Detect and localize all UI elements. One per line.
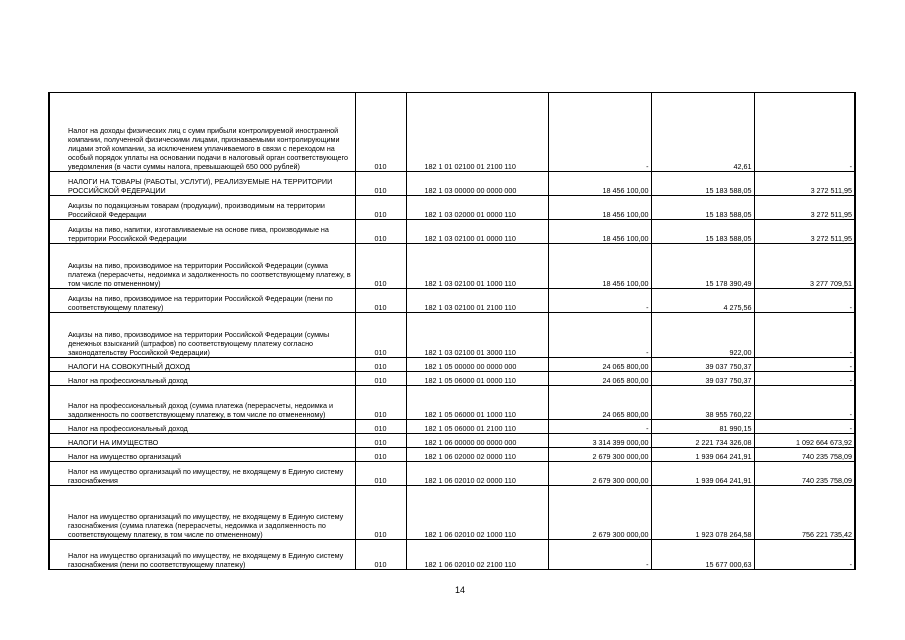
table-row <box>49 540 855 570</box>
row-code: 010 <box>355 462 406 486</box>
row-kbk: 182 1 05 06000 01 2100 110 <box>406 420 548 434</box>
row-name: Налог на имущество организаций по имуществу, не входящему в Единую систему газоснабжения (сумма платежа (перерасчеты, недоимка и задолженность по соответствующему платежу, в том числе по отмененному) <box>49 486 355 540</box>
row-name: Налог на имущество организаций <box>49 448 355 462</box>
row-exec: 15 178 390,49 <box>651 244 754 289</box>
row-code: 010 <box>355 358 406 372</box>
row-plan: 18 456 100,00 <box>548 244 651 289</box>
row-name: Налог на имущество организаций по имуществу, не входящему в Единую систему газоснабжения (пени по соответствующему платежу) <box>49 540 355 570</box>
row-code: 010 <box>355 386 406 420</box>
row-name: НАЛОГИ НА ТОВАРЫ (РАБОТЫ, УСЛУГИ), РЕАЛИЗУЕМЫЕ НА ТЕРРИТОРИИ РОССИЙСКОЙ ФЕДЕРАЦИИ <box>49 172 355 196</box>
row-plan: 24 065 800,00 <box>548 386 651 420</box>
table-row <box>49 420 855 434</box>
row-kbk: 182 1 06 02010 02 0000 110 <box>406 462 548 486</box>
row-rest: - <box>754 93 855 172</box>
row-plan: - <box>548 420 651 434</box>
row-rest: - <box>754 420 855 434</box>
row-kbk: 182 1 03 00000 00 0000 000 <box>406 172 548 196</box>
row-code: 010 <box>355 289 406 313</box>
row-code: 010 <box>355 486 406 540</box>
row-rest: - <box>754 372 855 386</box>
row-plan: 2 679 300 000,00 <box>548 448 651 462</box>
row-plan: 18 456 100,00 <box>548 172 651 196</box>
row-kbk: 182 1 06 00000 00 0000 000 <box>406 434 548 448</box>
row-exec: 1 923 078 264,58 <box>651 486 754 540</box>
row-name: Акцизы на пиво, напитки, изготавливаемые на основе пива, производимые на территории Российской Федерации <box>49 220 355 244</box>
row-code: 010 <box>355 196 406 220</box>
table-row <box>49 289 855 313</box>
row-rest: 3 272 511,95 <box>754 196 855 220</box>
row-name: Акцизы на пиво, производимое на территории Российской Федерации (суммы денежных взысканий (штрафов) по соответствующему платежу согласно законодательству Российской Федерации) <box>49 313 355 358</box>
row-rest: 740 235 758,09 <box>754 448 855 462</box>
row-plan: 18 456 100,00 <box>548 196 651 220</box>
row-kbk: 182 1 06 02000 02 0000 110 <box>406 448 548 462</box>
row-exec: 1 939 064 241,91 <box>651 462 754 486</box>
row-name: Налог на профессиональный доход <box>49 372 355 386</box>
row-plan: 24 065 800,00 <box>548 372 651 386</box>
row-exec: 15 677 000,63 <box>651 540 754 570</box>
row-name: Налог на доходы физических лиц с сумм прибыли контролируемой иностранной компании, полученной физическими лицами, признаваемыми контролирующими лицами этой компании, за исключением уплачиваемого в связи с переходом на особый порядок уплаты на основании подачи в налоговый орган соответствующего уведомления (в части суммы налога, превышающей 650 000 рублей) <box>49 93 355 172</box>
row-rest: 3 277 709,51 <box>754 244 855 289</box>
table-row <box>49 486 855 540</box>
row-plan: - <box>548 93 651 172</box>
row-plan: - <box>548 540 651 570</box>
table-row <box>49 372 855 386</box>
row-exec: 2 221 734 326,08 <box>651 434 754 448</box>
row-code: 010 <box>355 420 406 434</box>
row-name: Акцизы на пиво, производимое на территории Российской Федерации (пени по соответствующему платежу) <box>49 289 355 313</box>
row-exec: 81 990,15 <box>651 420 754 434</box>
row-name: Акцизы на пиво, производимое на территории Российской Федерации (сумма платежа (перерасчеты, недоимка и задолженность по соответствующему платежу, в том числе по отмененному) <box>49 244 355 289</box>
row-code: 010 <box>355 448 406 462</box>
table-row <box>49 172 855 196</box>
row-rest: 740 235 758,09 <box>754 462 855 486</box>
row-exec: 38 955 760,22 <box>651 386 754 420</box>
row-kbk: 182 1 01 02100 01 2100 110 <box>406 93 548 172</box>
row-plan: 2 679 300 000,00 <box>548 462 651 486</box>
row-exec: 42,61 <box>651 93 754 172</box>
row-kbk: 182 1 03 02100 01 2100 110 <box>406 289 548 313</box>
row-exec: 1 939 064 241,91 <box>651 448 754 462</box>
row-kbk: 182 1 06 02010 02 2100 110 <box>406 540 548 570</box>
row-code: 010 <box>355 244 406 289</box>
row-rest: - <box>754 540 855 570</box>
row-code: 010 <box>355 220 406 244</box>
row-name: Налог на имущество организаций по имуществу, не входящему в Единую систему газоснабжения <box>49 462 355 486</box>
row-rest: 1 092 664 673,92 <box>754 434 855 448</box>
row-plan: 18 456 100,00 <box>548 220 651 244</box>
row-rest: - <box>754 289 855 313</box>
row-kbk: 182 1 05 06000 01 1000 110 <box>406 386 548 420</box>
row-plan: - <box>548 313 651 358</box>
row-plan: 3 314 399 000,00 <box>548 434 651 448</box>
row-code: 010 <box>355 93 406 172</box>
row-code: 010 <box>355 434 406 448</box>
row-rest: - <box>754 386 855 420</box>
row-kbk: 182 1 05 00000 00 0000 000 <box>406 358 548 372</box>
row-kbk: 182 1 03 02100 01 3000 110 <box>406 313 548 358</box>
page-number: 14 <box>454 585 465 595</box>
row-plan: 2 679 300 000,00 <box>548 486 651 540</box>
table-row <box>49 196 855 220</box>
row-kbk: 182 1 03 02000 01 0000 110 <box>406 196 548 220</box>
row-name: Акцизы по подакцизным товарам (продукции), производимым на территории Российской Федерации <box>49 196 355 220</box>
row-code: 010 <box>355 372 406 386</box>
table-row <box>49 448 855 462</box>
row-exec: 4 275,56 <box>651 289 754 313</box>
row-rest: 3 272 511,95 <box>754 220 855 244</box>
row-plan: - <box>548 289 651 313</box>
row-name: НАЛОГИ НА СОВОКУПНЫЙ ДОХОД <box>49 358 355 372</box>
revenue-table <box>48 92 856 570</box>
row-exec: 39 037 750,37 <box>651 358 754 372</box>
row-name: Налог на профессиональный доход (сумма платежа (перерасчеты, недоимка и задолженность по соответствующему платежу, в том числе по отмененному) <box>49 386 355 420</box>
row-kbk: 182 1 03 02100 01 1000 110 <box>406 244 548 289</box>
row-exec: 922,00 <box>651 313 754 358</box>
row-rest: - <box>754 313 855 358</box>
row-code: 010 <box>355 540 406 570</box>
table-row <box>49 244 855 289</box>
table-row <box>49 313 855 358</box>
row-rest: 3 272 511,95 <box>754 172 855 196</box>
row-kbk: 182 1 03 02100 01 0000 110 <box>406 220 548 244</box>
row-exec: 15 183 588,05 <box>651 196 754 220</box>
row-exec: 39 037 750,37 <box>651 372 754 386</box>
row-plan: 24 065 800,00 <box>548 358 651 372</box>
row-kbk: 182 1 06 02010 02 1000 110 <box>406 486 548 540</box>
table-row <box>49 462 855 486</box>
row-kbk: 182 1 05 06000 01 0000 110 <box>406 372 548 386</box>
row-rest: - <box>754 358 855 372</box>
table-row <box>49 434 855 448</box>
row-name: Налог на профессиональный доход <box>49 420 355 434</box>
table-row <box>49 220 855 244</box>
row-code: 010 <box>355 313 406 358</box>
table-row <box>49 386 855 420</box>
table-row <box>49 358 855 372</box>
row-rest: 756 221 735,42 <box>754 486 855 540</box>
row-exec: 15 183 588,05 <box>651 172 754 196</box>
table-row <box>49 93 855 172</box>
row-code: 010 <box>355 172 406 196</box>
row-exec: 15 183 588,05 <box>651 220 754 244</box>
row-name: НАЛОГИ НА ИМУЩЕСТВО <box>49 434 355 448</box>
